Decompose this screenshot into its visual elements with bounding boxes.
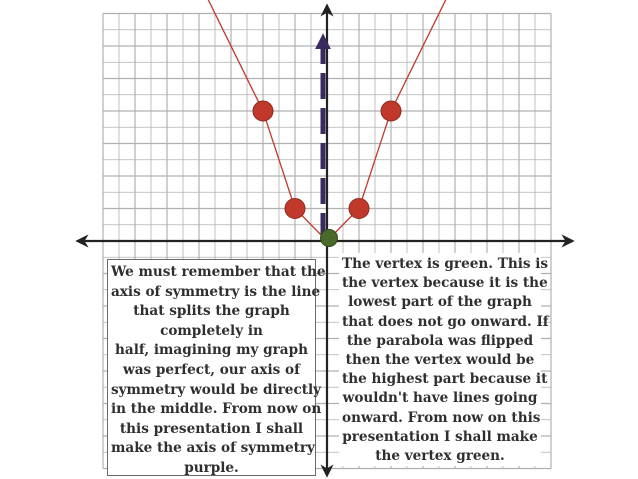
data-point	[349, 199, 369, 219]
data-point	[381, 101, 401, 121]
right-note-line: then the vertex would be	[345, 352, 535, 369]
right-note-line: the parabola was flipped	[346, 332, 534, 349]
right-note-line: The vertex is green. This is	[342, 256, 549, 272]
left-note-line: in the middle. From now on	[111, 401, 322, 418]
vertex-note	[339, 253, 549, 466]
axis-of-symmetry-note	[107, 259, 326, 476]
right-note-line: presentation I shall make	[342, 428, 538, 445]
left-note-line: purple.	[184, 459, 239, 476]
left-note-line: axis of symmetry is the line	[111, 283, 321, 300]
left-note-line: make the axis of symmetry	[111, 440, 315, 457]
data-point	[285, 199, 305, 219]
right-note-line: lowest part of the graph	[348, 294, 532, 311]
right-note-line: wouldn't have lines going	[342, 390, 538, 407]
right-note-line: that does not go onward. If	[342, 313, 549, 330]
left-note-line: half, imagining my graph	[115, 342, 308, 359]
data-point	[253, 101, 273, 121]
left-note-line: that splits the graph	[133, 303, 290, 320]
vertex-point	[321, 230, 338, 247]
left-note-line: this presentation I shall	[119, 420, 304, 437]
left-note-line: completely in	[160, 322, 263, 339]
right-note-line: the highest part because it	[342, 371, 548, 388]
right-note-line: onward. From now on this	[342, 409, 541, 426]
left-note-line: was perfect, our axis of	[123, 361, 300, 378]
right-note-line: the vertex because it is the	[342, 275, 548, 292]
right-note-line: the vertex green.	[375, 448, 505, 465]
left-note-line: We must remember that the	[111, 264, 326, 280]
left-note-line: symmetry would be directly	[111, 381, 322, 398]
